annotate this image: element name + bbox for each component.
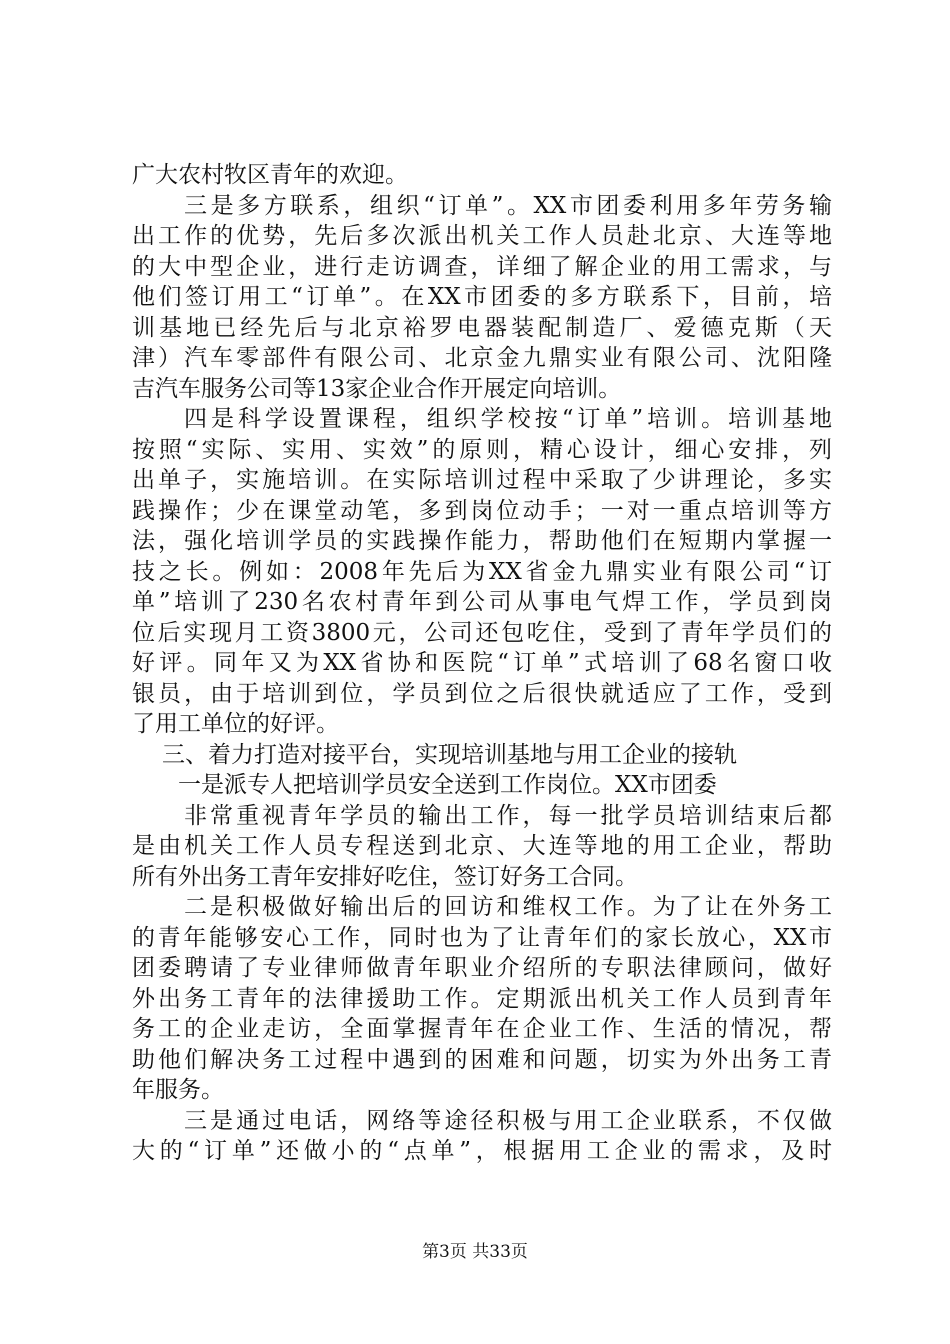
text-line: 三是通过电话，网络等途径积极与用工企业联系，不仅做 — [184, 1107, 832, 1134]
text-line: 银员，由于培训到位，学员到位之后很快就适应了工作，受到 — [132, 680, 832, 707]
text-line: 团委聘请了专业律师做青年职业介绍所的专职法律顾问，做好 — [132, 955, 832, 981]
text-line: 技之长。例如：2008年先后为XX省金九鼎实业有限公司“订 — [132, 558, 832, 585]
text-line: 践操作；少在课堂动笔，多到岗位动手；一对一重点培训等方 — [132, 497, 832, 524]
section-heading: 三、着力打造对接平台，实现培训基地与用工企业的接轨 — [162, 741, 737, 768]
text-line: 单”培训了230名农村青年到公司从事电气焊工作，学员到岗 — [132, 589, 832, 615]
page-number-footer: 第3页 共33页 — [422, 1242, 528, 1262]
text-line: 法，强化培训学员的实践操作能力，帮助他们在短期内掌握一 — [132, 528, 832, 554]
text-line: 出工作的优势，先后多次派出机关工作人员赴北京、大连等地 — [132, 223, 832, 249]
text-line: 二是积极做好输出后的回访和维权工作。为了让在外务工 — [184, 894, 832, 920]
text-line: 他们签订用工“订单”。在XX市团委的多方联系下，目前，培 — [132, 284, 832, 310]
text-line: 出单子，实施培训。在实际培训过程中采取了少讲理论，多实 — [132, 467, 832, 493]
text-line: 按照“实际、实用、实效”的原则，精心设计，细心安排，列 — [132, 436, 832, 463]
text-line: 好评。同年又为XX省协和医院“订单”式培训了68名窗口收 — [132, 650, 832, 676]
text-line: 三是多方联系，组织“订单”。XX市团委利用多年劳务输 — [184, 192, 832, 219]
text-line: 的大中型企业，进行走访调查，详细了解企业的用工需求，与 — [132, 253, 832, 280]
text-line: 吉汽车服务公司等13家企业合作开展定向培训。 — [132, 375, 622, 402]
text-line: 是由机关工作人员专程送到北京、大连等地的用工企业，帮助 — [132, 833, 832, 859]
text-line: 一是派专人把培训学员安全送到工作岗位。XX市团委 — [178, 772, 717, 798]
text-line: 助他们解决务工过程中遇到的困难和问题，切实为外出务工青 — [132, 1046, 832, 1073]
text-line: 广大农村牧区青年的欢迎。 — [132, 162, 408, 188]
text-line: 四是科学设置课程，组织学校按“订单”培训。培训基地 — [184, 406, 832, 432]
text-line: 务工的企业走访，全面掌握青年在企业工作、生活的情况，帮 — [132, 1016, 832, 1042]
text-line: 的青年能够安心工作，同时也为了让青年们的家长放心，XX市 — [132, 924, 832, 951]
text-line: 位后实现月工资3800元，公司还包吃住，受到了青年学员们的 — [132, 619, 832, 646]
text-line: 了用工单位的好评。 — [132, 711, 339, 737]
text-line: 大的“订单”还做小的“点单”，根据用工企业的需求，及时 — [132, 1138, 832, 1164]
text-line: 非常重视青年学员的输出工作，每一批学员培训结束后都 — [184, 802, 832, 829]
text-line: 外出务工青年的法律援助工作。定期派出机关工作人员到青年 — [132, 985, 832, 1012]
text-line: 年服务。 — [132, 1077, 224, 1103]
text-line: 训基地已经先后与北京裕罗电器装配制造厂、爱德克斯（天 — [132, 314, 832, 341]
text-line: 津）汽车零部件有限公司、北京金九鼎实业有限公司、沈阳隆 — [132, 345, 832, 371]
text-line: 所有外出务工青年安排好吃住，签订好务工合同。 — [132, 863, 638, 890]
